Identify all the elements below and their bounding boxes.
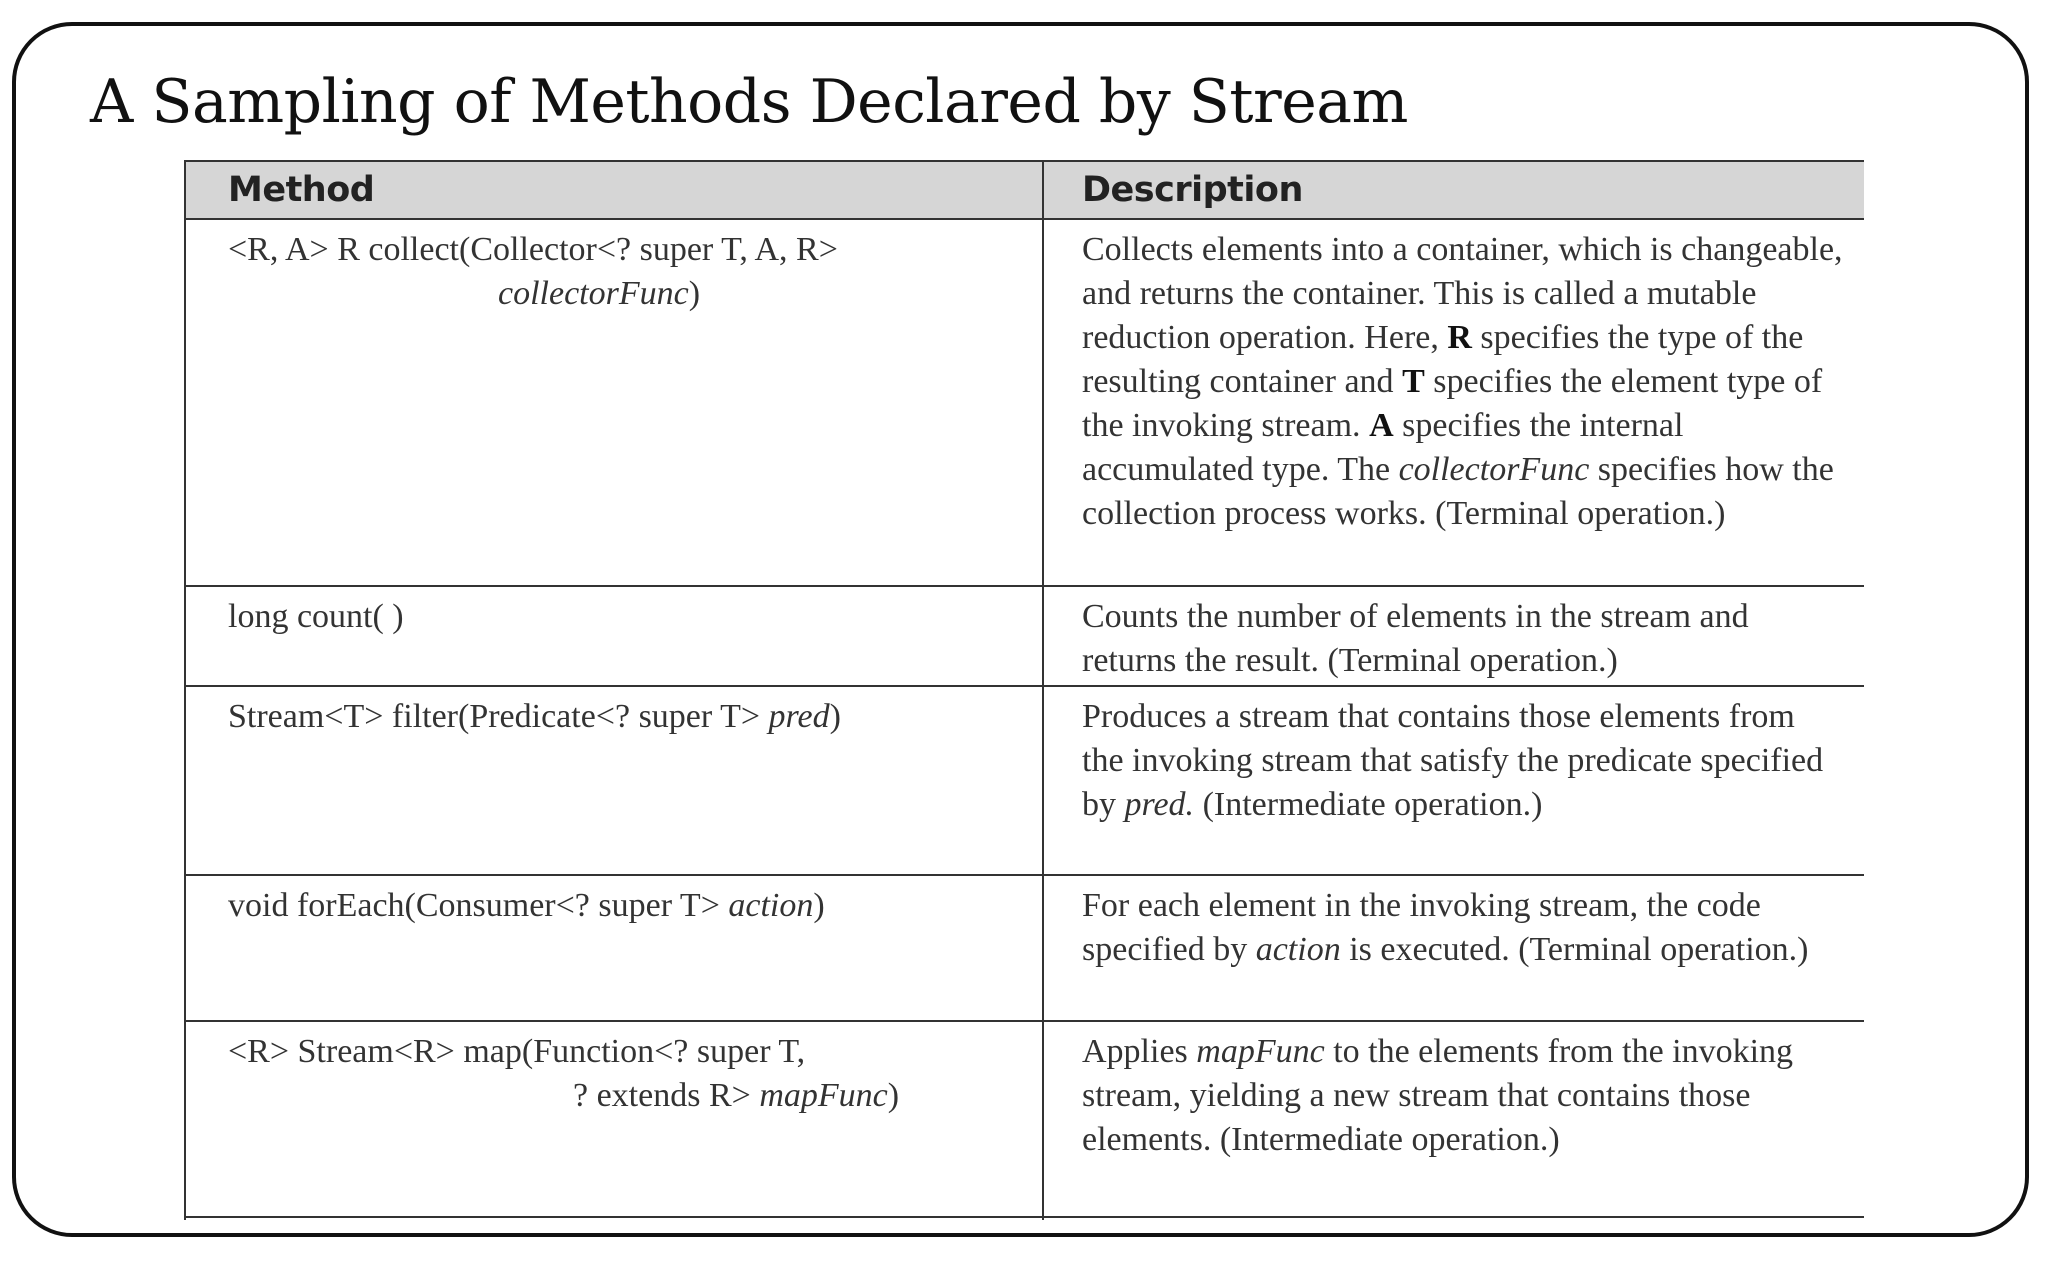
desc-text: Applies (1082, 1033, 1197, 1070)
page-title: A Sampling of Methods Declared by Stream (90, 67, 1408, 137)
paren-close: ) (688, 275, 701, 312)
desc-text: to the elements from the invoking stream, yielding a new stream that contains those elements. (Intermediate operation.) (1082, 1033, 1794, 1158)
description-cell: Counts the number of elements in the stream and returns the result. (Terminal operation.) (1043, 586, 1864, 686)
method-cell (185, 875, 1043, 1021)
desc-text: specifies how the collection process works. (Terminal operation.) (1082, 451, 1834, 532)
table-row (185, 875, 1864, 1021)
desc-italic: collectorFunc (1398, 451, 1590, 488)
desc-text: Collects elements into a container, which is changeable, and returns the container. This is called a mutable reduction operation. Here, (1082, 231, 1843, 356)
table-header-row (185, 161, 1864, 219)
method-cell (185, 1021, 1043, 1217)
method-signature-continuation (228, 272, 1042, 316)
methods-table (184, 160, 1864, 1220)
param-name: mapFunc (759, 1077, 888, 1114)
desc-text: is executed. (Terminal operation.) (1340, 931, 1809, 968)
paren-close: ) (829, 698, 841, 735)
description-cell (1043, 875, 1864, 1021)
table-row-cut-off (185, 1217, 1864, 1220)
method-signature: Stream<T> filter(Predicate<? super T> (228, 698, 769, 735)
table-row (185, 686, 1864, 875)
param-name: collectorFunc (498, 275, 689, 312)
desc-text: specifies the internal accumulated type. The (1082, 407, 1684, 488)
desc-bold: T (1402, 363, 1425, 400)
method-cell (185, 686, 1043, 875)
paren-close: ) (887, 1077, 900, 1114)
desc-text: specifies the type of the resulting container and (1082, 319, 1804, 400)
methods-table-container (184, 160, 1864, 1220)
method-signature: <R, A> R collect(Collector<? super T, A, R> (228, 231, 838, 268)
description-cell-empty (1043, 1217, 1864, 1220)
param-name: action (728, 887, 814, 924)
desc-italic: action (1255, 931, 1341, 968)
method-signature: <R> Stream<R> map(Function<? super T, (228, 1033, 806, 1070)
desc-text: Produces a stream that contains those elements from the invoking stream that satisfy the predicate specified by (1082, 698, 1824, 823)
table-row (185, 219, 1864, 586)
desc-text: specifies the element type of the invoking stream. (1082, 363, 1823, 444)
method-cell (185, 586, 1043, 686)
desc-italic: mapFunc (1196, 1033, 1325, 1070)
method-signature: long count( ) (228, 598, 404, 635)
method-signature-part: ? extends R> (573, 1077, 760, 1114)
desc-text: (Intermediate operation.) (1194, 786, 1543, 823)
method-cell (185, 219, 1043, 586)
desc-text: For each element in the invoking stream, the code specified by (1082, 887, 1761, 968)
desc-bold: R (1447, 319, 1472, 356)
description-cell (1043, 686, 1864, 875)
desc-italic: pred. (1124, 786, 1195, 823)
desc-bold: A (1369, 407, 1394, 444)
param-name: pred (768, 698, 830, 735)
paren-close: ) (813, 887, 825, 924)
method-signature-continuation (228, 1074, 1042, 1118)
column-header-method: Method (185, 161, 1043, 219)
table-row (185, 586, 1864, 686)
method-signature: void forEach(Consumer<? super T> (228, 887, 729, 924)
description-cell (1043, 1021, 1864, 1217)
method-cell-empty (185, 1217, 1043, 1220)
table-row (185, 1021, 1864, 1217)
column-header-description: Description (1043, 161, 1864, 219)
description-cell (1043, 219, 1864, 586)
